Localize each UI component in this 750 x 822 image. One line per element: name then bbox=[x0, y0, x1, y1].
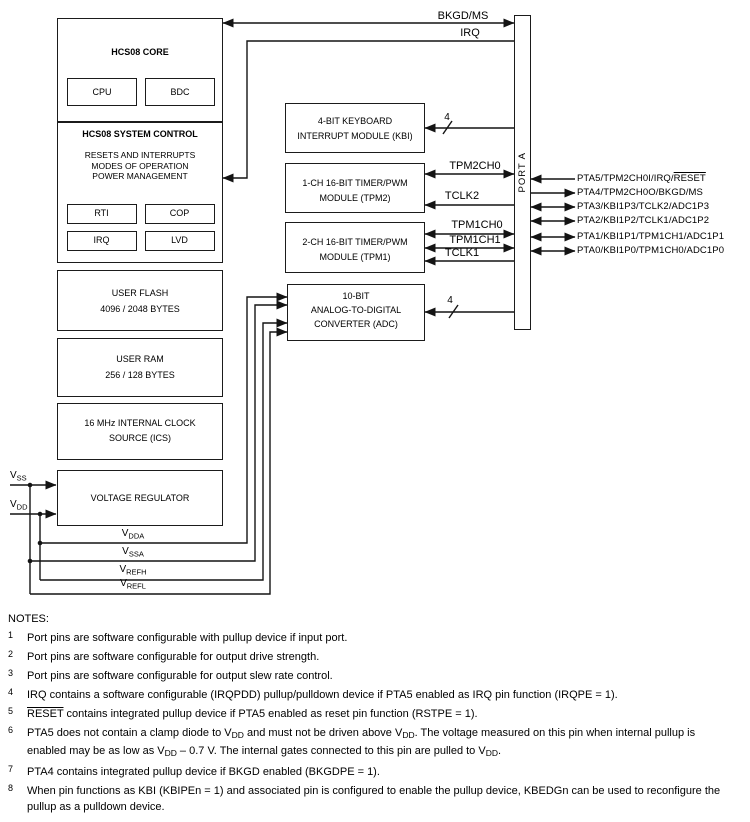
system-control-block bbox=[57, 122, 223, 263]
cop-label: COP bbox=[169, 208, 190, 218]
cpu-label: CPU bbox=[92, 86, 112, 97]
kbi-block bbox=[285, 103, 425, 153]
vss-label: $V_{SS}$ bbox=[10, 470, 27, 483]
junction-dot bbox=[28, 559, 33, 564]
hcs08-core-block bbox=[57, 18, 223, 122]
tclk2-signal-label: TCLK2 bbox=[444, 190, 480, 202]
bdc-label: BDC bbox=[170, 86, 190, 97]
pin-label-pta3: PTA3/KBI1P3/TCLK2/ADC1P3 bbox=[577, 200, 710, 212]
ram-title: USER RAM bbox=[116, 354, 164, 364]
voltage-regulator-title: VOLTAGE REGULATOR bbox=[90, 492, 190, 503]
vdda-label: $V_{DDA}$ bbox=[121, 528, 145, 541]
pin-label-pta1: PTA1/KBI1P1/TPM1CH1/ADC1P1 bbox=[577, 230, 725, 242]
irq-box bbox=[67, 231, 137, 251]
tclk1-signal-label: TCLK1 bbox=[444, 247, 480, 259]
tpm2-title-line1: 1-CH 16-BIT TIMER/PWM bbox=[302, 178, 408, 188]
tpm1-title-line2: MODULE (TPM1) bbox=[319, 252, 391, 262]
pin-label-pta2: PTA2/KBI1P2/TCLK1/ADC1P2 bbox=[577, 214, 710, 226]
note-7: 7 PTA4 contains integrated pullup device if BKGD enabled (BKGDPE = 1). bbox=[8, 764, 380, 778]
flash-size: 4096 / 2048 BYTES bbox=[100, 304, 180, 314]
flash-title: USER FLASH bbox=[111, 288, 169, 298]
voltage-regulator-block bbox=[57, 470, 223, 526]
junction-dot bbox=[38, 512, 43, 517]
vssa-label: $V_{SSA}$ bbox=[122, 546, 144, 559]
pin-label-pta4: PTA4/TPM2CH0O/BKGD/MS bbox=[577, 186, 703, 198]
vrefh-label: $V_{REFH}$ bbox=[119, 564, 147, 577]
adc-block bbox=[287, 284, 425, 341]
bkgd-ms-signal-label: BKGD/MS bbox=[437, 10, 489, 22]
irq-signal-label: IRQ bbox=[460, 27, 480, 39]
ics-block bbox=[57, 403, 223, 460]
adc-title-line2: ANALOG-TO-DIGITAL bbox=[310, 305, 402, 315]
user-ram-block bbox=[57, 338, 223, 397]
port-a-bar bbox=[514, 15, 531, 330]
tpm1ch1-signal-label: TPM1CH1 bbox=[449, 234, 501, 246]
notes-heading: NOTES: bbox=[8, 613, 49, 625]
vdd-label: $V_{DD}$ bbox=[10, 499, 28, 512]
lvd-label: LVD bbox=[171, 235, 188, 245]
tpm1-block bbox=[285, 222, 425, 273]
tpm1-title-line1: 2-CH 16-BIT TIMER/PWM bbox=[302, 237, 408, 247]
resets-interrupts-label: RESETS AND INTERRUPTS bbox=[84, 150, 196, 160]
note-3: 3 Port pins are software configurable for output slew rate control. bbox=[8, 668, 333, 682]
note-5: 5 RESET contains integrated pullup device if PTA5 enabled as reset pin function (RSTPE = 1). bbox=[8, 706, 478, 720]
modes-of-operation-label: MODES OF OPERATION bbox=[91, 160, 189, 171]
adc-title-line3: CONVERTER (ADC) bbox=[314, 319, 398, 329]
notes-section bbox=[8, 612, 732, 815]
ics-title-line1: 16 MHz INTERNAL CLOCK bbox=[84, 418, 196, 428]
ram-size: 256 / 128 BYTES bbox=[105, 370, 175, 380]
bdc-box bbox=[145, 78, 215, 106]
tpm2-block bbox=[285, 163, 425, 213]
user-flash-block bbox=[57, 270, 223, 331]
note-4: 4 IRQ contains a software configurable (IRQPDD) pullup/pulldown device if PTA5 enabled as IRQ pin function (IRQPE = 1). bbox=[8, 687, 618, 701]
note-1: 1 Port pins are software configurable with pullup device if input port. bbox=[8, 630, 348, 644]
rti-label: RTI bbox=[94, 208, 109, 218]
system-control-title: HCS08 SYSTEM CONTROL bbox=[82, 129, 198, 139]
junction-dot bbox=[28, 483, 33, 488]
ics-title-line2: SOURCE (ICS) bbox=[108, 433, 171, 443]
port-a-label: PORT A bbox=[517, 152, 528, 193]
adc-bus-width-label: 4 bbox=[447, 295, 453, 306]
system-control-functions bbox=[58, 150, 222, 182]
tpm2ch0-signal-label: TPM2CH0 bbox=[449, 160, 501, 172]
note-8: 8 When pin functions as KBI (KBIPEn = 1) and associated pin is configured to enable the pullup device, KBEDGn can be used to reconfigure the pullup as a pulldown device. bbox=[8, 783, 721, 813]
junction-dot bbox=[38, 541, 43, 546]
cop-box bbox=[145, 204, 215, 224]
note-6: 6 PTA5 does not contain a clamp diode to VDD and must not be driven above VDD. The voltage measured on this pin when internal pullup is enabled may be as low as VDD – 0.7 V. The internal gates connected to this pin are pulled to VDD. bbox=[8, 725, 696, 758]
power-management-label: POWER MANAGEMENT bbox=[92, 171, 188, 181]
adc-title-line1: 10-BIT bbox=[342, 291, 370, 301]
vrefl-label: $V_{REFL}$ bbox=[120, 578, 146, 591]
kbi-bus-width-label: 4 bbox=[444, 112, 450, 123]
core-title: HCS08 CORE bbox=[111, 47, 169, 57]
pin-label-pta5: PTA5/TPM2CH0I/IRQ/RESET bbox=[577, 172, 706, 184]
note-2: 2 Port pins are software configurable for output drive strength. bbox=[8, 649, 320, 663]
tpm2-title-line2: MODULE (TPM2) bbox=[319, 193, 391, 203]
kbi-title-line2: INTERRUPT MODULE (KBI) bbox=[297, 131, 413, 141]
tpm1ch0-signal-label: TPM1CH0 bbox=[451, 219, 503, 231]
lvd-box bbox=[145, 231, 215, 251]
rti-box bbox=[67, 204, 137, 224]
pin-label-pta0: PTA0/KBI1P0/TPM1CH0/ADC1P0 bbox=[577, 244, 725, 256]
irq-label: IRQ bbox=[93, 235, 110, 245]
kbi-title-line1: 4-BIT KEYBOARD bbox=[317, 116, 393, 126]
cpu-box bbox=[67, 78, 137, 106]
